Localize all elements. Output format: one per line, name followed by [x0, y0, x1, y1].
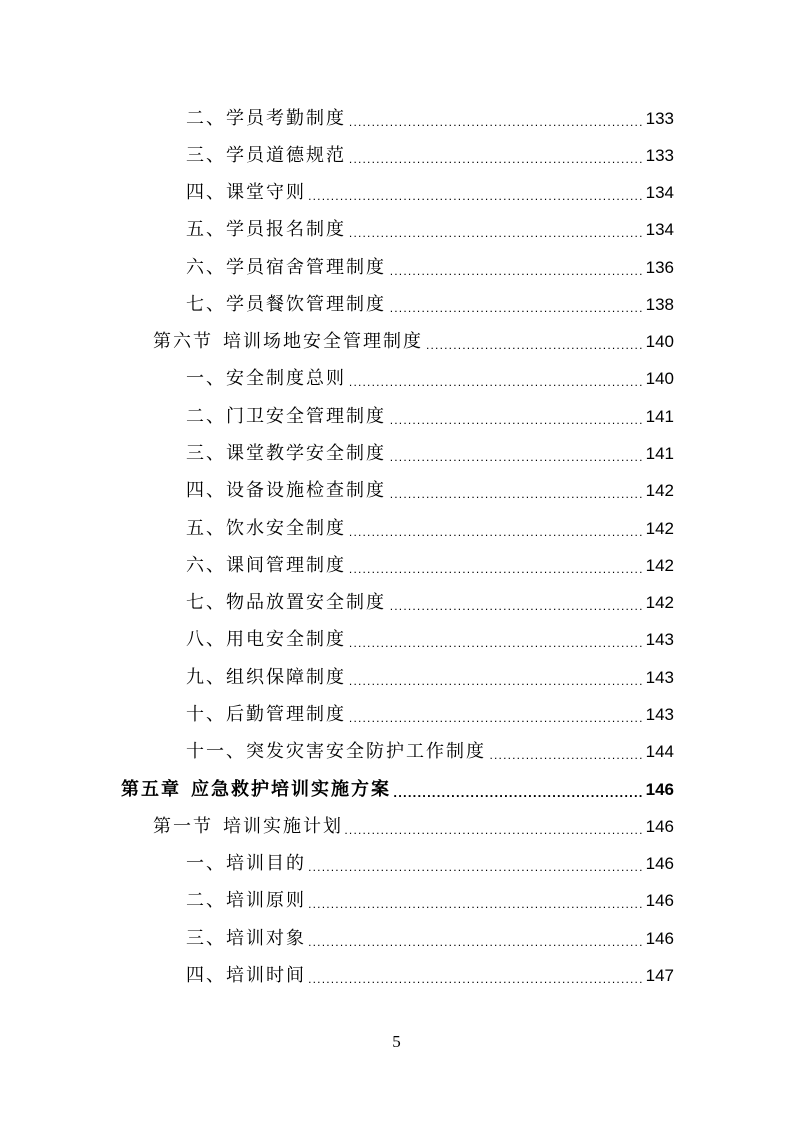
toc-entry-page: 140	[645, 369, 674, 388]
dot-leader	[388, 257, 644, 279]
toc-entry-label: 四、课堂守则	[186, 182, 306, 203]
toc-entry-page: 143	[645, 668, 674, 687]
toc-entry[interactable]	[186, 249, 674, 279]
toc-entry-label: 三、培训对象	[186, 928, 306, 949]
dot-leader	[348, 368, 644, 390]
toc-entry-label: 十一、突发灾害安全防护工作制度	[186, 741, 486, 762]
toc-entry-page: 147	[645, 966, 674, 985]
toc-entry-label	[153, 331, 423, 353]
dot-leader	[308, 853, 644, 875]
toc-entry[interactable]	[186, 621, 674, 651]
dot-leader	[308, 965, 644, 987]
toc-entry-label: 三、学员道德规范	[186, 145, 346, 166]
toc-entry-page: 144	[645, 742, 674, 761]
dot-leader	[348, 704, 644, 726]
dot-leader	[308, 182, 644, 204]
toc-entry-label: 二、培训原则	[186, 890, 306, 911]
toc-entry-label: 三、课堂教学安全制度	[186, 443, 386, 464]
section-title: 培训实施计划	[223, 816, 343, 837]
toc-entry-label: 八、用电安全制度	[186, 629, 346, 650]
dot-leader	[348, 219, 644, 241]
toc-entry-label: 五、学员报名制度	[186, 219, 346, 240]
toc-entry[interactable]	[186, 100, 674, 130]
toc-entry-page: 146	[645, 891, 674, 910]
toc-section-entry[interactable]	[153, 808, 674, 838]
toc-entry[interactable]	[186, 547, 674, 577]
toc-entry-label: 一、安全制度总则	[186, 368, 346, 389]
dot-leader	[488, 741, 644, 763]
toc-entry-page: 146	[645, 780, 674, 799]
dot-leader	[388, 443, 644, 465]
toc-entry-label: 二、学员考勤制度	[186, 108, 346, 129]
toc-entry[interactable]	[186, 398, 674, 428]
dot-leader	[388, 406, 644, 428]
toc-entry-page: 141	[645, 407, 674, 426]
dot-leader	[425, 331, 644, 353]
toc-entry[interactable]	[186, 659, 674, 689]
toc-entry-label: 六、学员宿舍管理制度	[186, 257, 386, 278]
toc-entry-label: 七、学员餐饮管理制度	[186, 294, 386, 315]
toc-entry[interactable]	[186, 137, 674, 167]
section-number: 第六节	[153, 331, 213, 352]
toc-entry-label: 一、培训目的	[186, 853, 306, 874]
dot-leader	[388, 480, 644, 502]
toc-entry[interactable]	[186, 286, 674, 316]
toc-entry[interactable]	[186, 957, 674, 987]
dot-leader	[348, 555, 644, 577]
toc-entry-page: 142	[645, 481, 674, 500]
toc-entry-page: 142	[645, 556, 674, 575]
toc-entry-label: 五、饮水安全制度	[186, 518, 346, 539]
toc-entry[interactable]	[186, 435, 674, 465]
toc-entry-label: 六、课间管理制度	[186, 555, 346, 576]
dot-leader	[348, 518, 644, 540]
toc-entry[interactable]	[186, 472, 674, 502]
toc-entry[interactable]	[186, 584, 674, 614]
toc-entry[interactable]	[186, 360, 674, 390]
toc-chapter-entry[interactable]	[121, 771, 674, 801]
dot-leader	[388, 294, 644, 316]
toc-entry-page: 134	[645, 183, 674, 202]
toc-entry-page: 142	[645, 519, 674, 538]
toc-entry-page: 136	[645, 258, 674, 277]
toc-entry-page: 143	[645, 630, 674, 649]
toc-entry-page: 143	[645, 705, 674, 724]
toc-entry-page: 146	[645, 817, 674, 836]
toc-entry[interactable]	[186, 882, 674, 912]
toc-section-entry[interactable]	[153, 323, 674, 353]
toc-entry-page: 142	[645, 593, 674, 612]
toc-entry-label	[153, 816, 343, 838]
toc-entry-label	[121, 779, 391, 801]
toc-entry[interactable]	[186, 733, 674, 763]
toc-entry-page: 133	[645, 109, 674, 128]
chapter-title: 应急救护培训实施方案	[191, 779, 391, 800]
toc-entry[interactable]	[186, 845, 674, 875]
chapter-number: 第五章	[121, 779, 181, 800]
toc-entry-page: 146	[645, 929, 674, 948]
dot-leader	[345, 816, 644, 838]
toc-entry[interactable]	[186, 211, 674, 241]
dot-leader	[348, 629, 644, 651]
dot-leader	[393, 779, 644, 801]
toc-entry-label: 四、培训时间	[186, 965, 306, 986]
dot-leader	[308, 890, 644, 912]
toc-entry-page: 146	[645, 854, 674, 873]
toc-entry-page: 141	[645, 444, 674, 463]
page-number: 5	[392, 1032, 401, 1051]
toc-entry-page: 140	[645, 332, 674, 351]
toc-entry-label: 二、门卫安全管理制度	[186, 406, 386, 427]
dot-leader	[348, 145, 644, 167]
dot-leader	[348, 667, 644, 689]
toc-entry-label: 七、物品放置安全制度	[186, 592, 386, 613]
toc-entry-page: 133	[645, 146, 674, 165]
toc-entry-page: 138	[645, 295, 674, 314]
dot-leader	[308, 928, 644, 950]
toc-entry-label: 十、后勤管理制度	[186, 704, 346, 725]
toc-entry-label: 四、设备设施检查制度	[186, 480, 386, 501]
toc-entry[interactable]	[186, 510, 674, 540]
dot-leader	[388, 592, 644, 614]
toc-entry[interactable]	[186, 696, 674, 726]
toc-entry-page: 134	[645, 220, 674, 239]
section-number: 第一节	[153, 816, 213, 837]
section-title: 培训场地安全管理制度	[223, 331, 423, 352]
toc-entry-label: 九、组织保障制度	[186, 667, 346, 688]
toc-entry[interactable]	[186, 174, 674, 204]
toc-entry[interactable]	[186, 920, 674, 950]
dot-leader	[348, 108, 644, 130]
